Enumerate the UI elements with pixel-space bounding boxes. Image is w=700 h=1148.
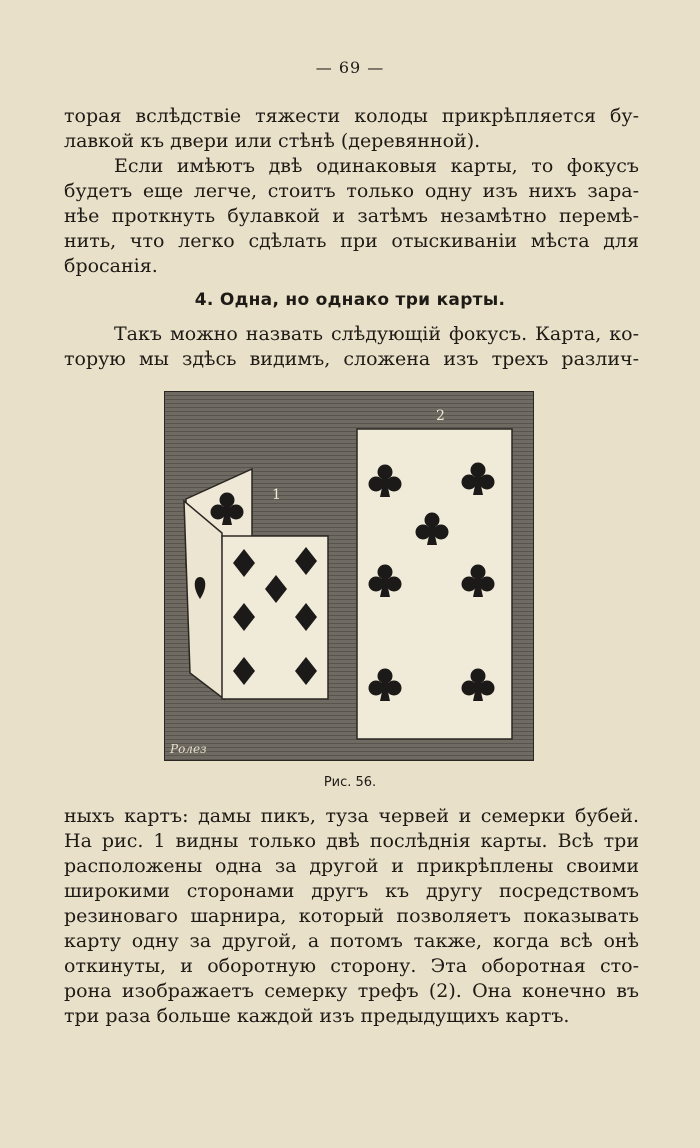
paragraph-trick-description bbox=[64, 804, 639, 1029]
ace-of-hearts-card bbox=[184, 501, 224, 699]
text-line: лавкой къ двери или стѣнѣ (деревянной). bbox=[64, 130, 481, 152]
text-line: нѣе проткнуть булавкой и затѣмъ незамѣтно перемѣ- bbox=[64, 205, 639, 227]
figure-label-1: 1 bbox=[272, 487, 281, 503]
text-line: рона изображаетъ семерку трефъ (2). Она конечно въ bbox=[64, 980, 639, 1002]
text-line: бросанія. bbox=[64, 255, 158, 277]
text-line: широкими сторонами другъ къ другу посредствомъ bbox=[64, 880, 639, 902]
text-line: откинуты, и оборотную сторону. Эта оборотная сто- bbox=[64, 955, 639, 977]
text-line: будетъ еще легче, стоитъ только одну изъ нихъ зара- bbox=[64, 180, 639, 202]
text-line: Такъ можно назвать слѣдующій фокусъ. Карта, ко- bbox=[114, 323, 639, 345]
text-line: расположены одна за другой и прикрѣплены своими bbox=[64, 855, 639, 877]
paragraph-trick-intro bbox=[64, 322, 639, 372]
seven-of-clubs-card bbox=[357, 429, 512, 739]
text-line: нить, что легко сдѣлать при отыскиваніи мѣста для bbox=[64, 230, 639, 252]
text-line: три раза больше каждой изъ предыдущихъ картъ. bbox=[64, 1005, 570, 1027]
figure-56-illustration bbox=[164, 391, 534, 761]
text-line: ныхъ картъ: дамы пикъ, туза червей и семерки бубей. bbox=[64, 805, 639, 827]
text-line: торую мы здѣсь видимъ, сложена изъ трехъ различ- bbox=[64, 348, 639, 370]
page-number: — 69 — bbox=[315, 58, 385, 77]
section-heading: 4. Одна, но однако три карты. bbox=[194, 290, 506, 310]
figure-label-2: 2 bbox=[436, 408, 445, 424]
paragraph-continuation bbox=[64, 104, 639, 154]
figure-caption: Рис. 56. bbox=[323, 775, 377, 790]
paragraph-identical-cards bbox=[64, 154, 639, 279]
text-line: карту одну за другой, а потомъ также, когда всѣ онѣ bbox=[64, 930, 639, 952]
text-line: резиноваго шарнира, который позволяетъ показывать bbox=[64, 905, 639, 927]
text-line: На рис. 1 видны только двѣ послѣднія карты. Всѣ три bbox=[64, 830, 639, 852]
text-line: торая вслѣдствіе тяжести колоды прикрѣпляется бу- bbox=[64, 105, 639, 127]
text-line: Если имѣютъ двѣ одинаковыя карты, то фокусъ bbox=[114, 155, 639, 177]
engraver-signature: Ролез bbox=[170, 742, 207, 756]
